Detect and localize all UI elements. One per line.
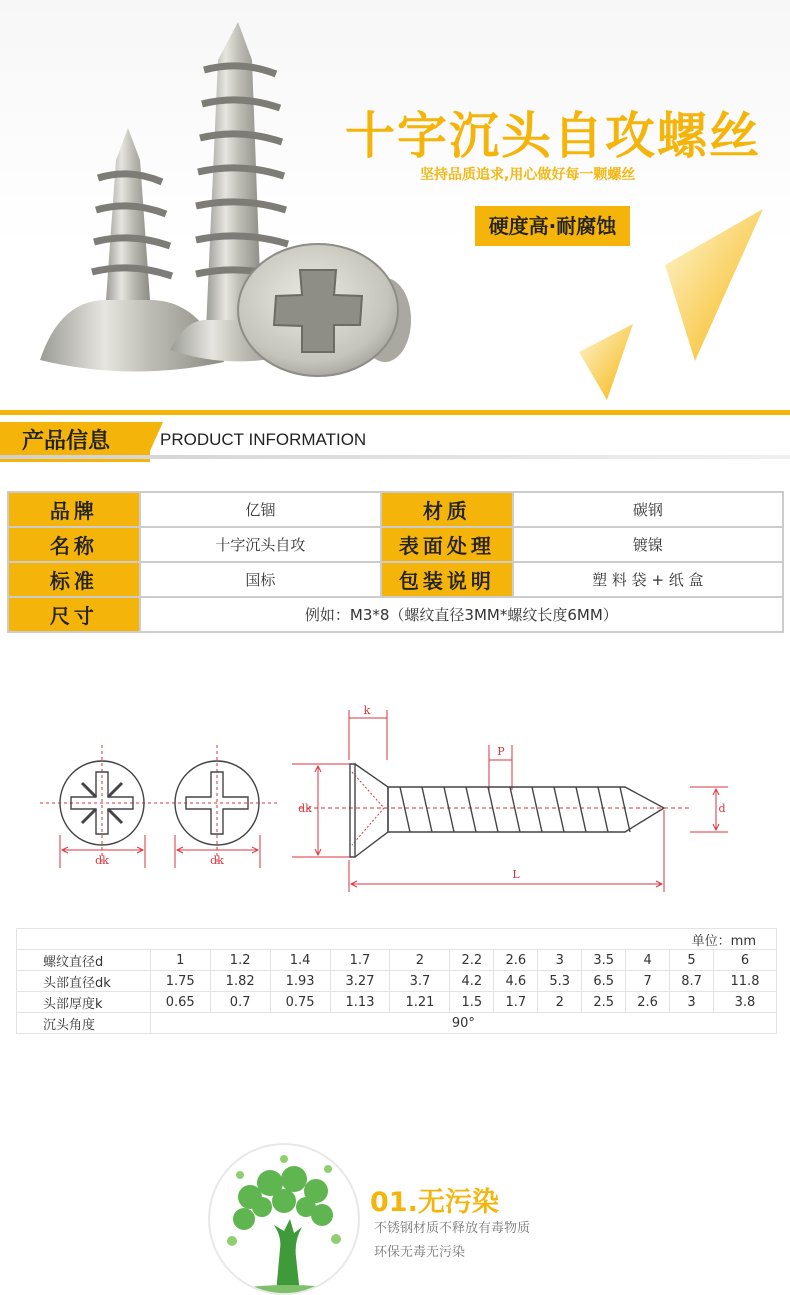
k-label: k [363, 704, 371, 717]
table-cell: 3.27 [330, 971, 390, 992]
table-cell: 6.5 [582, 971, 626, 992]
screws-photo [0, 0, 430, 410]
table-cell: 1.93 [270, 971, 330, 992]
tree-icon [210, 1145, 358, 1293]
table-row [17, 929, 777, 950]
d-label: d [718, 802, 726, 815]
table-row [8, 492, 783, 527]
table-row [8, 527, 783, 562]
spec-table [7, 491, 784, 633]
table-row [17, 992, 777, 1013]
decor-triangle-small [575, 322, 635, 402]
table-cell: 1.75 [150, 971, 210, 992]
table-cell: 1 [150, 950, 210, 971]
table-row [8, 597, 783, 632]
table-cell: 90° [150, 1013, 776, 1034]
table-cell: 3.5 [582, 950, 626, 971]
table-cell: 4.6 [494, 971, 538, 992]
decor-triangle-large [655, 205, 765, 365]
table-cell: 3.7 [390, 971, 450, 992]
feature-desc-1: 不锈钢材质不释放有毒物质 [374, 1221, 531, 1236]
table-cell: 0.7 [210, 992, 270, 1013]
dk-label: dk [210, 854, 224, 867]
table-cell: 2.2 [450, 950, 494, 971]
l-label: L [512, 868, 520, 881]
spec-label: 名称 [8, 527, 140, 562]
table-row [17, 971, 777, 992]
table-cell: 3 [538, 950, 582, 971]
spec-value: 亿锢 [140, 492, 381, 527]
table-cell: 8.7 [670, 971, 714, 992]
spec-label: 品牌 [8, 492, 140, 527]
table-cell: 11.8 [714, 971, 777, 992]
spec-label: 包装说明 [381, 562, 513, 597]
table-cell: 1.13 [330, 992, 390, 1013]
row-header: 沉头角度 [17, 1013, 151, 1034]
table-cell: 3.8 [714, 992, 777, 1013]
hero-title: 十字沉头自攻螺丝 [345, 107, 761, 165]
hero-banner [0, 0, 790, 410]
table-cell: 2.5 [582, 992, 626, 1013]
section-title-cn: 产品信息 [0, 422, 150, 462]
hero-badge: 硬度高·耐腐蚀 [475, 206, 630, 246]
spec-value: 塑 料 袋 + 纸 盒 [513, 562, 783, 597]
table-cell: 5 [670, 950, 714, 971]
spec-value: 碳钢 [513, 492, 783, 527]
row-header: 头部厚度k [17, 992, 151, 1013]
table-cell: 6 [714, 950, 777, 971]
spec-value: 国标 [140, 562, 381, 597]
header-rule [0, 410, 790, 415]
dimension-table [16, 928, 777, 1034]
spec-value: 例如：M3*8（螺纹直径3MM*螺纹长度6MM） [140, 597, 783, 632]
row-header: 头部直径dk [17, 971, 151, 992]
hero-subtitle: 坚持品质追求,用心做好每一颗螺丝 [420, 167, 636, 183]
unit-label: 单位：mm [17, 929, 777, 950]
spec-label: 标准 [8, 562, 140, 597]
table-row [17, 950, 777, 971]
table-cell: 4.2 [450, 971, 494, 992]
table-cell: 1.4 [270, 950, 330, 971]
table-cell: 2.6 [494, 950, 538, 971]
dk-label: dk [298, 802, 312, 815]
p-label: P [497, 745, 505, 758]
row-header: 螺纹直径d [17, 950, 151, 971]
table-cell: 1.82 [210, 971, 270, 992]
spec-value: 十字沉头自攻 [140, 527, 381, 562]
table-cell: 0.65 [150, 992, 210, 1013]
spec-label: 尺寸 [8, 597, 140, 632]
table-cell: 1.7 [330, 950, 390, 971]
header-divider [0, 455, 790, 459]
feature-title: 01.无污染 [370, 1187, 499, 1218]
table-cell: 2.6 [626, 992, 670, 1013]
table-cell: 5.3 [538, 971, 582, 992]
feature-desc-2: 环保无毒无污染 [374, 1245, 466, 1260]
spec-label: 表面处理 [381, 527, 513, 562]
table-cell: 2 [538, 992, 582, 1013]
technical-drawing [0, 700, 790, 900]
table-cell: 2 [390, 950, 450, 971]
dk-label: dk [95, 854, 109, 867]
table-cell: 0.75 [270, 992, 330, 1013]
table-cell: 4 [626, 950, 670, 971]
spec-value: 镀镍 [513, 527, 783, 562]
table-row [8, 562, 783, 597]
table-cell: 1.21 [390, 992, 450, 1013]
tree-logo [208, 1143, 360, 1295]
table-row [17, 1013, 777, 1034]
table-cell: 3 [670, 992, 714, 1013]
spec-label: 材质 [381, 492, 513, 527]
table-cell: 1.2 [210, 950, 270, 971]
table-cell: 1.5 [450, 992, 494, 1013]
table-cell: 7 [626, 971, 670, 992]
section-title-en: PRODUCT INFORMATION [160, 430, 367, 449]
table-cell: 1.7 [494, 992, 538, 1013]
